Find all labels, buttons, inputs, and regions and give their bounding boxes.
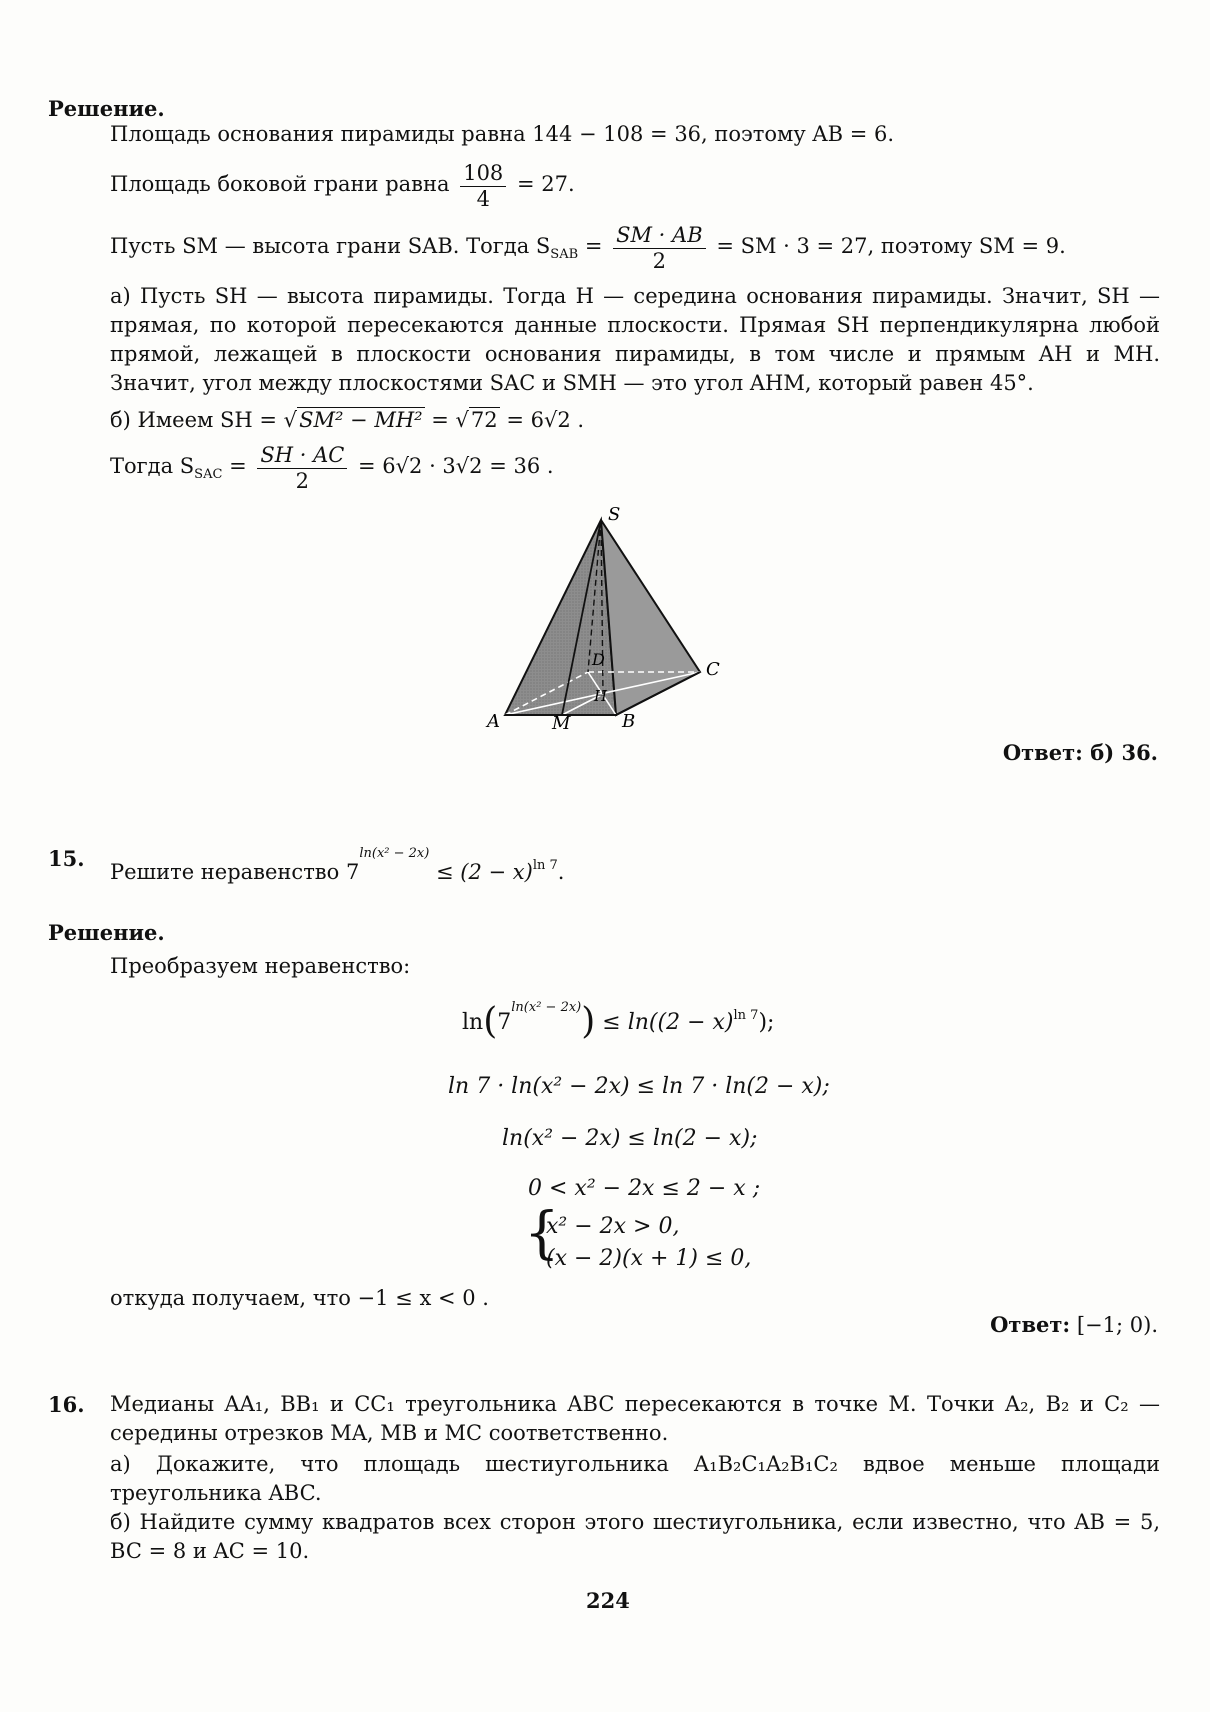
- vertex-label-b: B: [622, 711, 636, 732]
- fraction-numerator: 108: [460, 160, 506, 187]
- solution-heading: Решение.: [48, 96, 165, 121]
- eq1-ln: ln: [462, 1010, 484, 1035]
- fraction-numerator: SH · AC: [257, 442, 347, 469]
- fraction-denominator: 2: [295, 469, 310, 493]
- vertex-label-c: C: [706, 659, 720, 680]
- problem-15-text: Решите неравенство: [110, 860, 340, 884]
- solution-part-b: б) Имеем SH = √SM² − MH² = √72 = 6√2 .: [110, 408, 585, 432]
- answer-15-value: [−1; 0).: [1076, 1313, 1158, 1337]
- equation-1: [462, 1000, 774, 1042]
- fraction-sm-ab: [613, 222, 706, 273]
- answer-15-label: Ответ:: [990, 1312, 1071, 1337]
- eq1-rhs-exponent: ln 7: [733, 1008, 759, 1023]
- problem-15-base: 7: [345, 860, 360, 884]
- part-b-text: б) Имеем SH =: [110, 408, 277, 432]
- problem-15-statement: [110, 846, 564, 884]
- problem-15-rhs-exponent: ln 7: [532, 858, 558, 873]
- answer-15: [990, 1312, 1158, 1337]
- system-line-1: x² − 2x > 0,: [546, 1214, 680, 1239]
- fraction-108-4: [460, 160, 506, 211]
- vertex-label-d: D: [592, 650, 605, 669]
- problem-15-period: .: [557, 860, 565, 884]
- fraction-numerator: SM · AB: [613, 222, 706, 249]
- solution-15-conclusion: откуда получаем, что −1 ≤ x < 0 .: [110, 1286, 489, 1310]
- pyramid-face-right: [601, 520, 700, 715]
- apothem-result: = SM · 3 = 27, поэтому SM = 9.: [716, 234, 1066, 258]
- eq1-open-paren: (: [483, 1001, 498, 1042]
- vertex-label-s: S: [608, 505, 621, 525]
- eq1-end: );: [758, 1010, 775, 1035]
- eq1-base: 7: [497, 1010, 512, 1035]
- problem-16-number: 16.: [48, 1392, 85, 1417]
- area-sac-text: Тогда S: [110, 454, 195, 478]
- solution-15-heading: Решение.: [48, 920, 165, 945]
- eq1-close-paren: ): [581, 1001, 596, 1042]
- solution-line-base-area: Площадь основания пирамиды равна 144 − 108 = 36, поэтому AB = 6.: [110, 122, 895, 146]
- system-line-2: (x − 2)(x + 1) ≤ 0,: [546, 1246, 752, 1271]
- equation-2: ln 7 · ln(x² − 2x) ≤ ln 7 · ln(2 − x);: [448, 1074, 830, 1099]
- solution-line-lateral-area: [110, 160, 575, 211]
- system-brace: {: [524, 1201, 560, 1266]
- solution-area-sac: Тогда $S_{SAC}$ = $\frac{SH \cdot AC}{2}$ = 6√2 · 3√2 = 36 .: [110, 443, 554, 493]
- solution-15-intro: Преобразуем неравенство:: [110, 954, 411, 978]
- radicand-72: 72: [470, 408, 498, 432]
- part-b-result: = 6√2 .: [506, 408, 585, 432]
- equation-4: 0 < x² − 2x ≤ 2 − x ;: [528, 1176, 761, 1201]
- problem-15-number: 15.: [48, 846, 85, 871]
- vertex-label-a: A: [487, 711, 500, 732]
- problem-15-exponent: ln(x² − 2x): [359, 846, 430, 861]
- problem-16-part-a: а) Докажите, что площадь шестиугольника A₁B₂C₁A₂B₁C₂ вдвое меньше площади треугольника ABC.: [110, 1452, 1160, 1505]
- problem-15-rhs: ≤ (2 − x): [436, 860, 533, 884]
- area-sac-subscript: SAC: [194, 467, 223, 482]
- problem-16-statement: Медианы AA₁, BB₁ и CC₁ треугольника ABC пересекаются в точке M. Точки A₂, B₂ и C₂ — середины отрезков MA, MB и MC соответственно.: [110, 1392, 1160, 1445]
- fraction-denominator: 2: [652, 249, 667, 273]
- eq1-rhs: ≤ ln((2 − x): [602, 1010, 734, 1035]
- page-number: 224: [586, 1588, 630, 1613]
- lateral-area-text: Площадь боковой грани равна: [110, 172, 450, 196]
- area-sac-result: = 6√2 · 3√2 = 36 .: [358, 454, 554, 478]
- apothem-text: Пусть SM — высота грани SAB. Тогда S: [110, 234, 551, 258]
- lateral-area-result: = 27.: [516, 172, 575, 196]
- equation-3: ln(x² − 2x) ≤ ln(2 − x);: [502, 1126, 758, 1151]
- pyramid-figure: [470, 505, 740, 735]
- part-b-equals: =: [431, 408, 449, 432]
- radicand-sm-mh: SM² − MH²: [299, 408, 423, 432]
- fraction-denominator: 4: [476, 187, 490, 211]
- problem-16-part-b: б) Найдите сумму квадратов всех сторон этого шестиугольника, если известно, что AB = 5, BC = 8 и AC = 10.: [110, 1510, 1160, 1563]
- vertex-label-m: M: [552, 713, 571, 734]
- answer-14: Ответ: б) 36.: [1002, 740, 1158, 765]
- eq1-exponent: ln(x² − 2x): [511, 1000, 582, 1015]
- fraction-sh-ac: [257, 442, 347, 493]
- solution-part-a: а) Пусть SH — высота пирамиды. Тогда H — середина основания пирамиды. Значит, SH — прямая, по которой пересекаются данные плоскости. Прямая SH перпендикулярна любой прямой, лежащей в плоскости основания пирамиды, в том числе и прямым AH и MH. Значит, угол между плоскостями SAC и SMH — это угол AHM, который равен 45°.: [110, 284, 1160, 395]
- apothem-subscript: SAB: [550, 247, 579, 262]
- vertex-label-h: H: [594, 687, 608, 705]
- solution-line-apothem: Пусть SM — высота грани SAB. Тогда $S_{SAB}$ = $\frac{SM \cdot AB}{2}$ = SM · 3 = 27, поэтому SM = 9.: [110, 223, 1066, 273]
